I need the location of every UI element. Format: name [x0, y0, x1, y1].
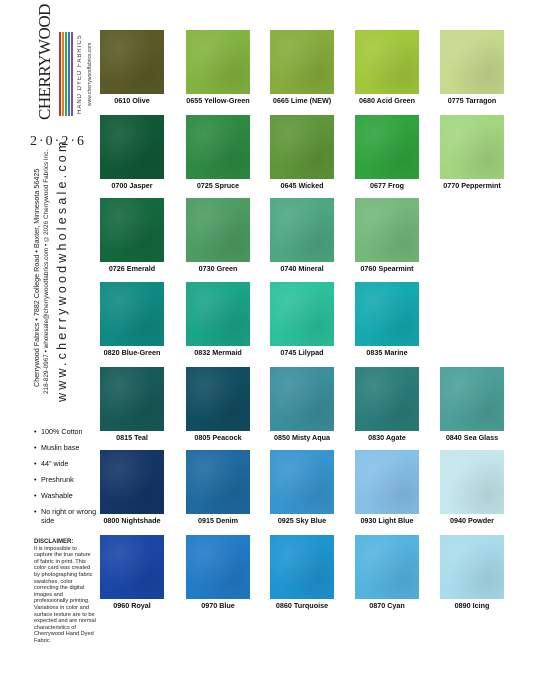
fabric-swatch — [100, 30, 164, 94]
feature-item: • Muslin base — [34, 443, 100, 452]
fabric-swatch — [355, 115, 419, 179]
cherrywood-logo — [34, 4, 96, 120]
fabric-swatch — [270, 450, 334, 514]
swatch-label: 0850 Misty Aqua — [273, 433, 331, 442]
brand-url: www.cherrywoodfabrics.com — [87, 42, 93, 106]
swatch-label: 0930 Light Blue — [360, 516, 414, 525]
swatch-label: 0890 Icing — [454, 601, 490, 610]
contact-phone: 218-829-0967 • wholesale@cherrywoodfabrics.com • ©2026 Cherrywood Fabrics Inc. — [43, 149, 50, 394]
swatch-label: 0832 Mermaid — [194, 348, 242, 357]
fabric-swatch — [270, 535, 334, 599]
brand-tagline: HAND DYED FABRICS — [77, 34, 83, 114]
fabric-swatch — [440, 367, 504, 431]
website-url: www.cherrywoodwholesale.com — [55, 138, 69, 402]
swatch-label: 0840 Sea Glass — [445, 433, 499, 442]
swatch-label: 0820 Blue-Green — [103, 348, 161, 357]
fabric-swatch — [186, 115, 250, 179]
fabric-swatch — [270, 115, 334, 179]
swatch-label: 0655 Yellow-Green — [186, 96, 250, 105]
logo-stripes — [59, 32, 73, 116]
swatch-label: 0805 Peacock — [194, 433, 242, 442]
swatch-label: 0940 Powder — [450, 516, 494, 525]
disclaimer — [34, 539, 96, 645]
swatch-label: 0970 Blue — [201, 601, 235, 610]
fabric-swatch — [440, 30, 504, 94]
swatch-label: 0700 Jasper — [111, 181, 153, 190]
swatch-label: 0745 Lilypad — [280, 348, 324, 357]
fabric-swatch — [100, 535, 164, 599]
fabric-swatch — [270, 282, 334, 346]
swatch-label: 0800 Nightshade — [103, 516, 161, 525]
fabric-swatch — [440, 115, 504, 179]
fabric-swatch — [270, 367, 334, 431]
swatch-label: 0960 Royal — [113, 601, 151, 610]
fabric-swatch — [186, 282, 250, 346]
fabric-swatch — [355, 30, 419, 94]
fabric-swatch — [440, 450, 504, 514]
feature-item: • Preshrunk — [34, 475, 100, 484]
brand-name: CHERRYWOOD — [35, 4, 54, 120]
feature-item: • Washable — [34, 491, 100, 500]
sidebar — [0, 0, 100, 690]
swatch-label: 0815 Teal — [116, 433, 148, 442]
fabric-swatch — [270, 30, 334, 94]
swatch-label: 0915 Denim — [198, 516, 238, 525]
fabric-swatch — [355, 198, 419, 262]
fabric-swatch — [186, 30, 250, 94]
fabric-swatch — [270, 198, 334, 262]
swatch-label: 0860 Turquoise — [275, 601, 329, 610]
feature-item: • 44" wide — [34, 459, 100, 468]
fabric-swatch — [355, 450, 419, 514]
fabric-swatch — [355, 535, 419, 599]
disclaimer-title: DISCLAIMER: — [34, 539, 74, 545]
fabric-swatch — [355, 282, 419, 346]
disclaimer-text: It is impossible to capture the true nature of fabric in print. This color card was created by photographing fabric swatches, color correcting the digital images and professionally printing. Variations in color and surface texture are to be expected and are normal characteristics of Cherrywood Hand Dyed Fabric. — [34, 545, 96, 644]
swatch-label: 0726 Emerald — [108, 264, 156, 273]
fabric-swatch — [440, 535, 504, 599]
fabric-swatch — [100, 198, 164, 262]
swatch-label: 0925 Sky Blue — [277, 516, 327, 525]
edition-year: 2·0·2·6 — [30, 134, 86, 149]
feature-item: • 100% Cotton — [34, 427, 100, 436]
fabric-swatch — [100, 450, 164, 514]
fabric-swatch — [100, 115, 164, 179]
swatch-label: 0760 Spearmint — [360, 264, 414, 273]
swatch-label: 0740 Mineral — [280, 264, 324, 273]
swatch-label: 0680 Acid Green — [358, 96, 416, 105]
swatch-label: 0725 Spruce — [196, 181, 240, 190]
contact-address: Cherrywood Fabrics • 7882 College Road • Baxter, Minnesota 56425 — [32, 168, 41, 388]
swatch-label: 0730 Green — [198, 264, 238, 273]
fabric-swatch — [355, 367, 419, 431]
fabric-swatch — [100, 282, 164, 346]
swatch-label: 0775 Tarragon — [447, 96, 497, 105]
fabric-swatch — [186, 367, 250, 431]
swatch-label: 0835 Marine — [366, 348, 408, 357]
feature-item: • No right or wrong side — [34, 507, 100, 525]
swatch-label: 0830 Agate — [368, 433, 406, 442]
fabric-swatch — [100, 367, 164, 431]
swatch-label: 0645 Wicked — [280, 181, 324, 190]
swatch-label: 0870 Cyan — [369, 601, 405, 610]
swatch-label: 0677 Frog — [370, 181, 404, 190]
fabric-swatch — [186, 535, 250, 599]
fabric-swatch — [186, 450, 250, 514]
swatch-label: 0610 Olive — [114, 96, 150, 105]
swatch-label: 0770 Peppermint — [443, 181, 501, 190]
swatch-label: 0665 Lime (NEW) — [272, 96, 332, 105]
fabric-swatch — [186, 198, 250, 262]
